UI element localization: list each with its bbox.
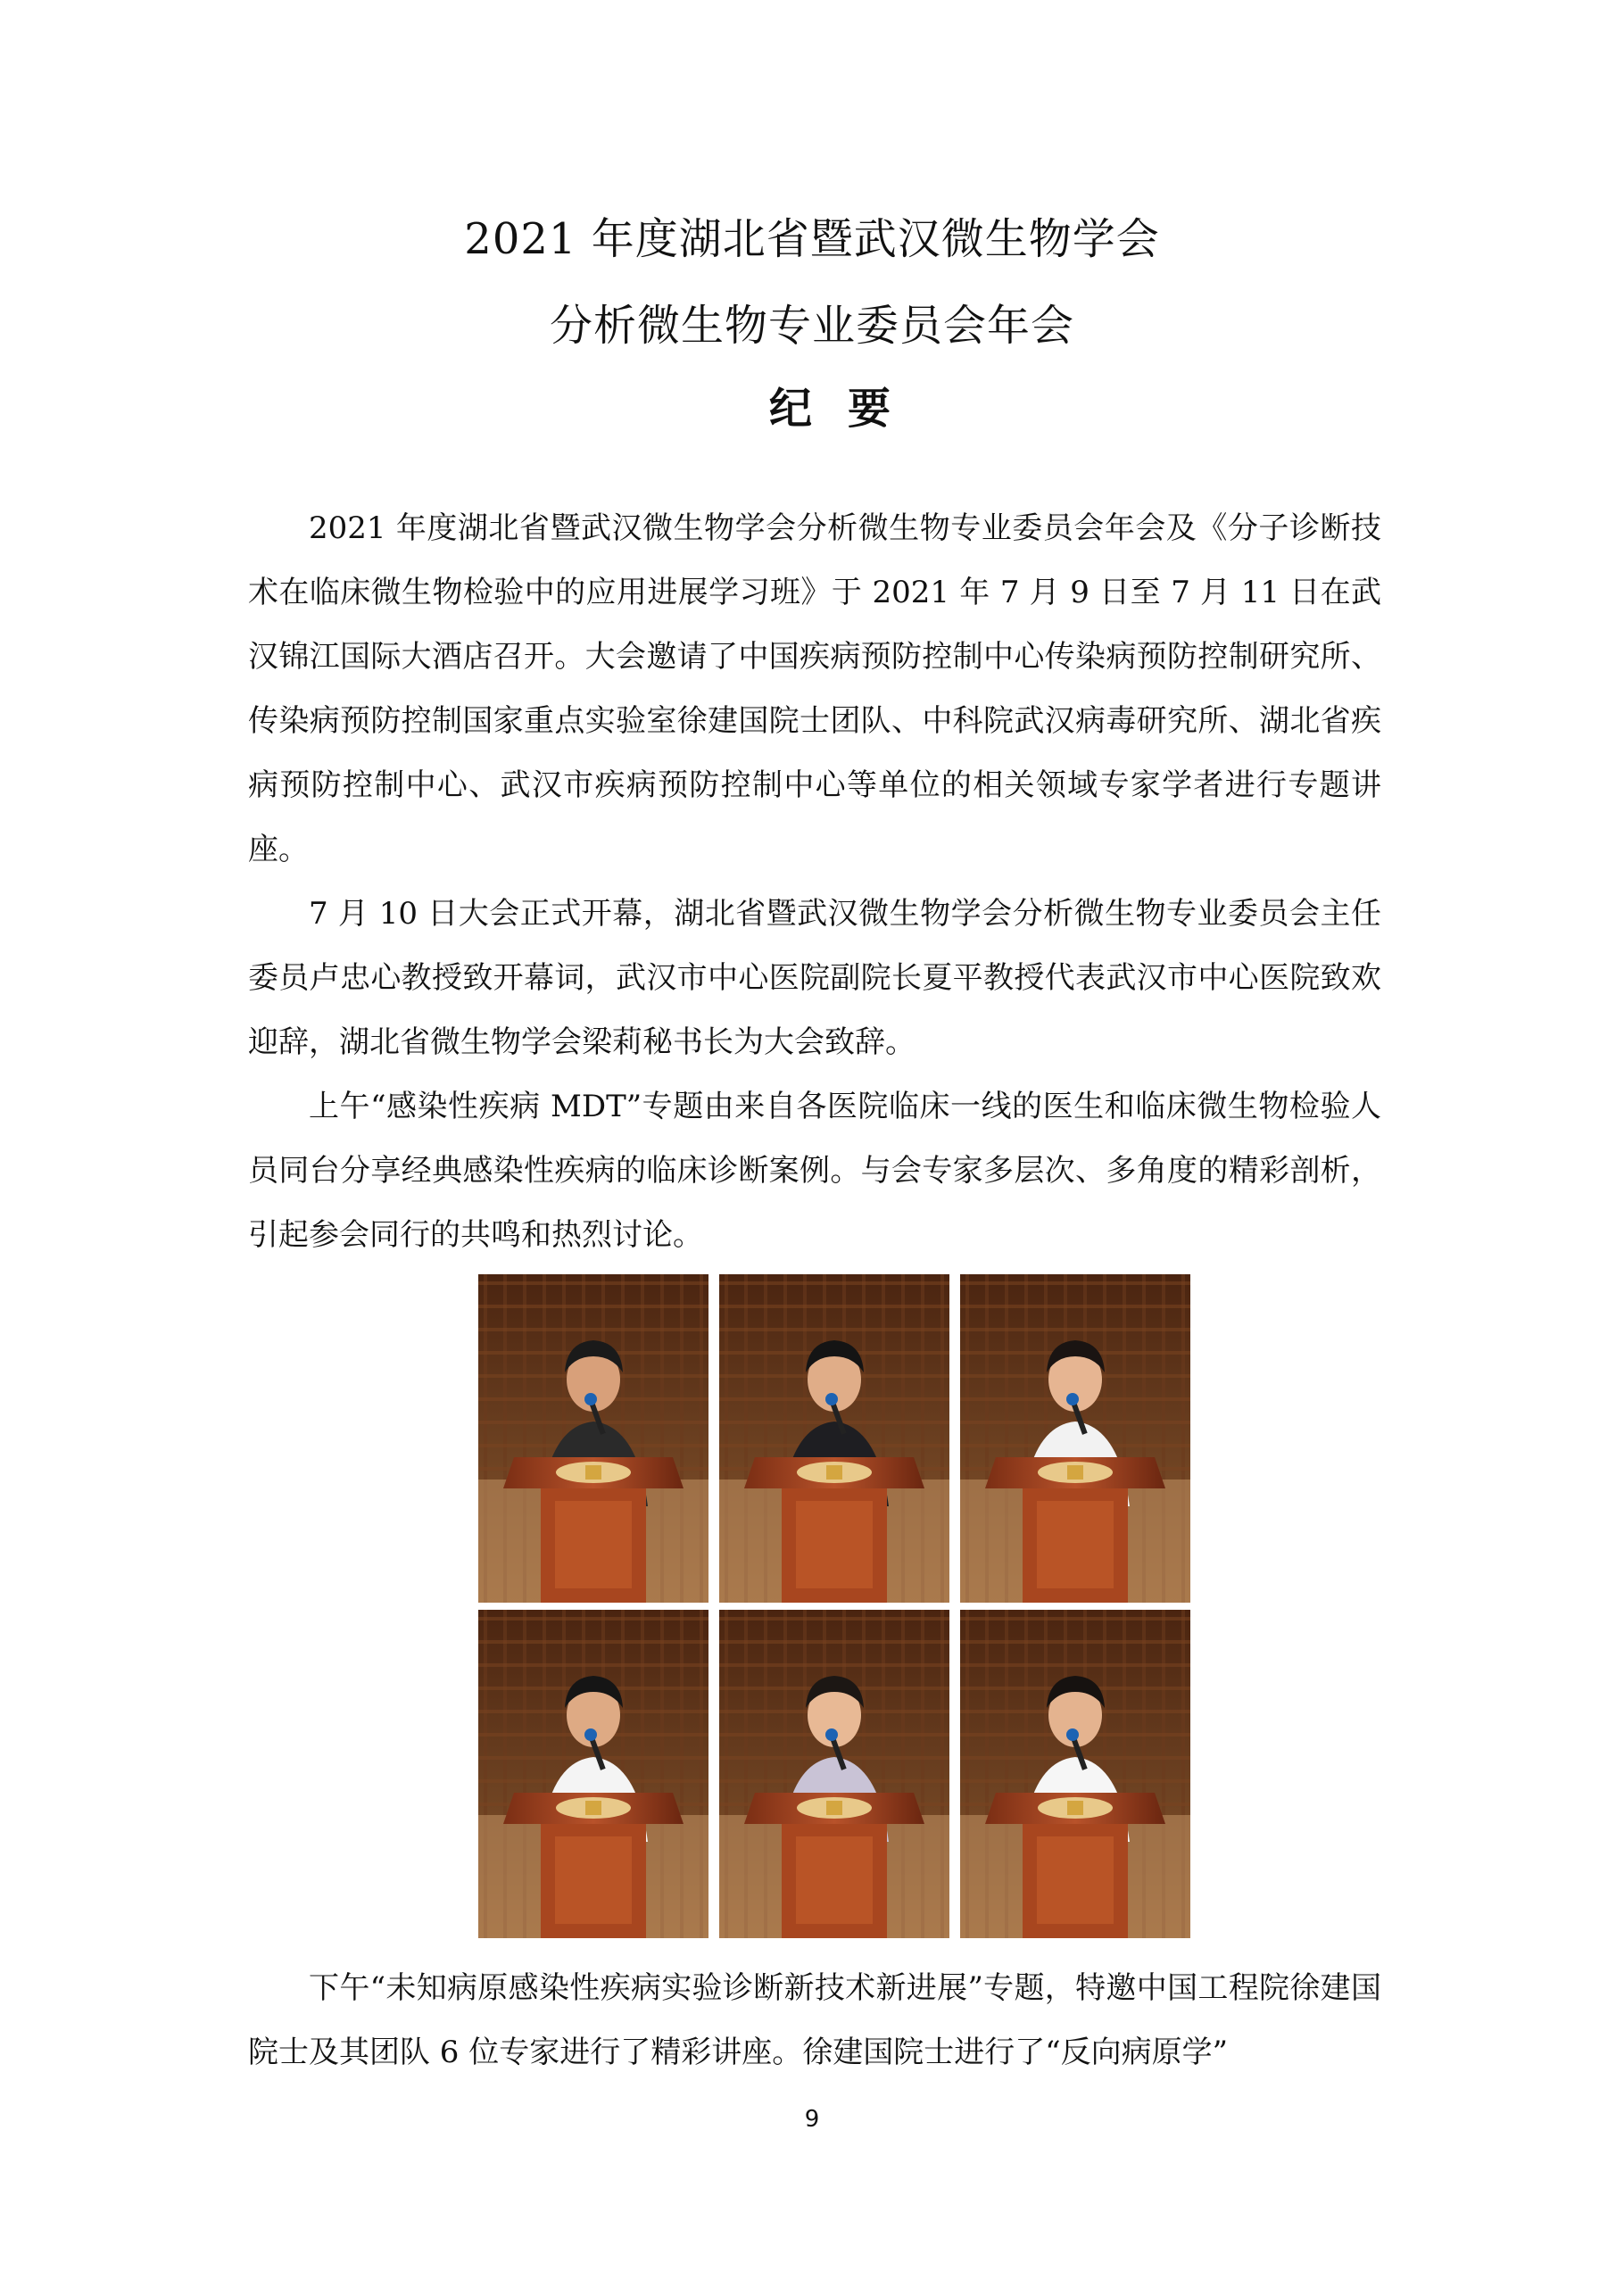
speaker-photo — [478, 1274, 708, 1603]
speaker-photo — [960, 1274, 1190, 1603]
speaker-photo — [478, 1610, 708, 1938]
speaker-photo-grid — [478, 1274, 1190, 1938]
speaker-photo — [960, 1610, 1190, 1938]
title-line-2: 分析微生物专业委员会年会 — [549, 301, 1074, 351]
speaker-photo — [719, 1610, 949, 1938]
paragraph-2: 7 月 10 日大会正式开幕，湖北省暨武汉微生物学会分析微生物专业委员会主任委员卢忠心教授致开幕词，武汉市中心医院副院长夏平教授代表武汉市中心医院致欢迎辞，湖北省微生物学会梁莉秘书长为大会致辞。 — [248, 896, 1381, 1060]
paragraph-4: 下午“未知病原感染性疾病实验诊断新技术新进展”专题，特邀中国工程院徐建国院士及其团队 6 位专家进行了精彩讲座。徐建国院士进行了“反向病原学” — [248, 1970, 1381, 2070]
title-line-3: 纪要 — [768, 384, 926, 434]
title-line-1: 2021 年度湖北省暨武汉微生物学会 — [464, 214, 1160, 264]
speaker-photo — [719, 1274, 949, 1603]
paragraph-1: 2021 年度湖北省暨武汉微生物学会分析微生物专业委员会年会及《分子诊断技术在临床微生物检验中的应用进展学习班》于 2021 年 7 月 9 日至 7 月 11 日在武汉锦江国际大酒店召开。大会邀请了中国疾病预防控制中心传染病预防控制研究所、传染病预防控制国家重点实验室徐建国院士团队、中科院武汉病毒研究所、湖北省疾病预防控制中心、武汉市疾病预防控制中心等单位的相关领域专家学者进行专题讲座。 — [248, 510, 1381, 867]
paragraph-3: 上午“感染性疾病 MDT”专题由来自各医院临床一线的医生和临床微生物检验人员同台分享经典感染性疾病的临床诊断案例。与会专家多层次、多角度的精彩剖析，引起参会同行的共鸣和热烈讨论。 — [248, 1089, 1381, 1253]
page-number: 9 — [804, 2106, 820, 2133]
